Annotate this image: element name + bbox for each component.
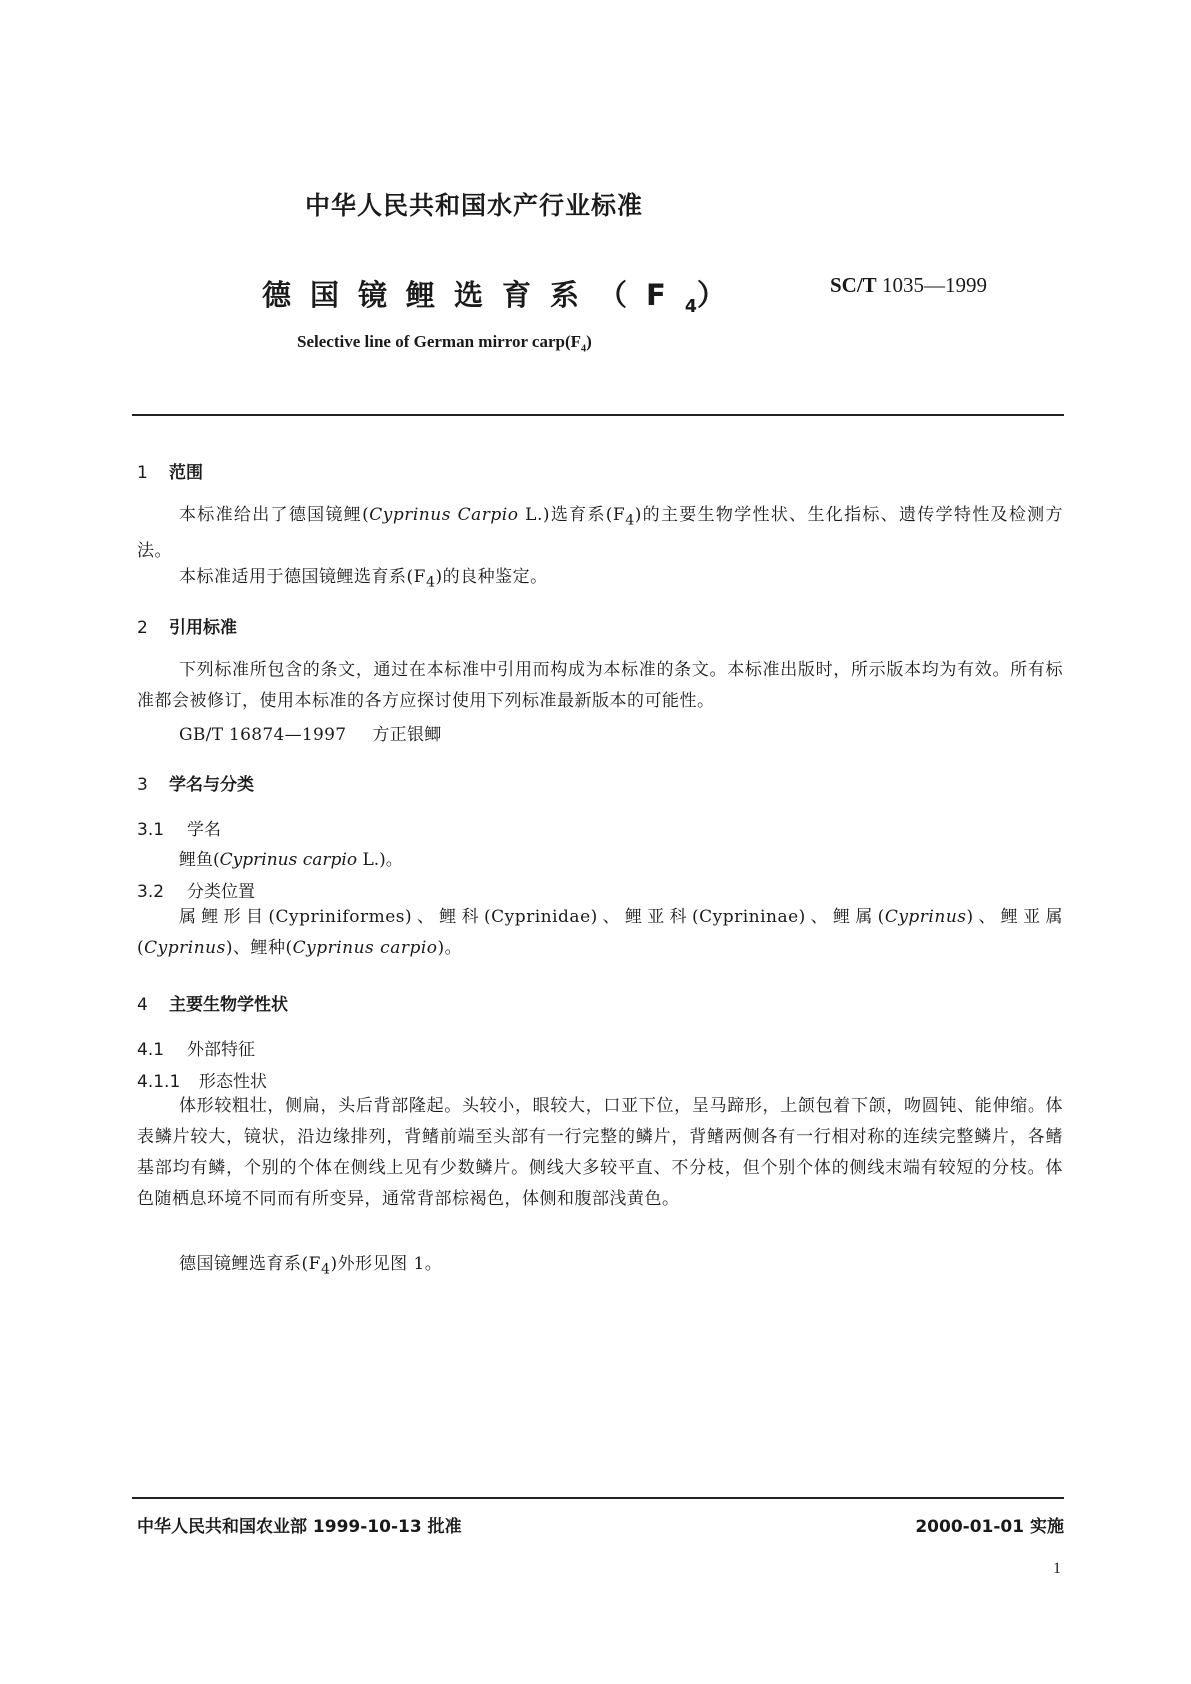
section-number: 1 <box>137 463 148 483</box>
scientific-name-line <box>179 845 403 870</box>
title-main: 德国镜鲤选育系（F <box>262 278 685 312</box>
italic-text: Cyprinus Carpio <box>369 505 519 525</box>
section-number: 4 <box>137 995 148 1015</box>
section-number: 3 <box>137 775 148 795</box>
footer-divider <box>132 1497 1064 1499</box>
subsection-3-2-heading <box>137 877 255 902</box>
issuing-authority: 中华人民共和国水产行业标准 <box>305 191 644 220</box>
italic-text: Cyprinus carpio <box>292 938 438 958</box>
section-title: 引用标准 <box>169 618 237 638</box>
subsection-3-1-heading <box>137 815 221 840</box>
text-run: 属鲤形目(Cypriniformes)、鲤科(Cyprinidae)、鲤亚科(Cyprininae)、鲤属( <box>179 907 885 927</box>
text-run: L.)选育系(F <box>518 505 626 525</box>
subsection-title: 外部特征 <box>187 1040 255 1060</box>
text-run: )的良种鉴定。 <box>435 567 548 587</box>
implementation-date: 2000-01-01 实施 <box>915 1517 1064 1537</box>
section-number: 2 <box>137 618 148 638</box>
section-1-paragraph-2 <box>137 562 1063 598</box>
morphology-paragraph: 体形较粗壮，侧扁，头后背部隆起。头较小，眼较大，口亚下位，呈马蹄形，上颌包着下颌，吻圆钝、能伸缩。体表鳞片较大，镜状，沿边缘排列，背鳍前端至头部有一行完整的鳞片，背鳍两侧各有一行相对称的连续完整鳞片，各鳍基部均有鳞，个别的个体在侧线上见有少数鳞片。侧线大多较平直、不分枝，但个别个体的侧线末端有较短的分枝。体色随栖息环境不同而有所变异，通常背部棕褐色，体侧和腹部浅黄色。 <box>137 1096 1063 1209</box>
standard-code <box>830 273 987 298</box>
text-run: )外形见图 1。 <box>330 1254 443 1274</box>
subscript: 4 <box>425 574 436 591</box>
section-2-paragraph-1: 下列标准所包含的条文，通过在本标准中引用而构成为本标准的条文。本标准出版时，所示版本均为有效。所有标准都会被修订，使用本标准的各方应探讨使用下列标准最新版本的可能性。 <box>137 660 1063 711</box>
subtitle-main: Selective line of German mirror carp(F <box>297 332 582 351</box>
header-divider <box>132 414 1064 416</box>
text-run: )。 <box>437 938 463 958</box>
text-run: 鲤鱼( <box>179 850 220 870</box>
subsection-number: 4.1.1 <box>137 1072 181 1092</box>
section-2-heading <box>137 613 237 638</box>
text-run: 德国镜鲤选育系(F <box>179 1254 321 1274</box>
text-run: )的主要生物学性状、生化指标、遗传学特性及检测方法。 <box>137 505 1063 562</box>
section-1-heading <box>137 458 203 483</box>
subscript: 4 <box>320 1261 331 1278</box>
standard-code-number: 1035—1999 <box>876 273 987 297</box>
subscript: 4 <box>625 512 635 529</box>
subsection-number: 4.1 <box>137 1040 165 1060</box>
italic-text: Cyprinus carpio <box>219 850 358 870</box>
reference-entry <box>179 720 468 745</box>
title-end: ） <box>696 278 745 312</box>
text-run: L.)。 <box>357 850 403 870</box>
section-4-heading <box>137 990 288 1015</box>
english-title <box>297 332 592 354</box>
subsection-number: 3.2 <box>137 882 165 902</box>
subsection-title: 形态性状 <box>199 1072 267 1092</box>
text-run: 本标准给出了德国镜鲤( <box>179 505 370 525</box>
section-title: 范围 <box>169 463 203 483</box>
subsection-title: 分类位置 <box>187 882 255 902</box>
subtitle-end: ) <box>586 332 592 351</box>
standard-code-prefix: SC/T <box>830 273 877 297</box>
section-1-paragraph-1 <box>137 500 1063 567</box>
approval-line: 中华人民共和国农业部 1999-10-13 批准 <box>137 1517 462 1537</box>
figure-reference-paragraph <box>137 1249 1063 1285</box>
subsection-4-1-heading <box>137 1035 255 1060</box>
title-subscript: 4 <box>684 296 697 317</box>
subsection-4-1-1-heading <box>137 1067 267 1092</box>
reference-code: GB/T 16874—1997 <box>179 725 347 745</box>
italic-text: Cyprinus <box>884 907 967 927</box>
section-3-heading <box>137 770 254 795</box>
text-run: )、鲤亚属( <box>137 907 1063 958</box>
section-title: 学名与分类 <box>169 775 254 795</box>
text-run: )、鲤种( <box>225 938 293 958</box>
text-run: 本标准适用于德国镜鲤选育系(F <box>179 567 426 587</box>
subtitle-subscript: 4 <box>581 343 587 355</box>
italic-text: Cyprinus <box>144 938 226 958</box>
subsection-number: 3.1 <box>137 820 165 840</box>
reference-name: 方正银鲫 <box>372 725 442 745</box>
subsection-title: 学名 <box>187 820 221 840</box>
document-title <box>262 273 745 317</box>
section-title: 主要生物学性状 <box>169 995 288 1015</box>
page-number: 1 <box>1053 1560 1061 1577</box>
classification-paragraph <box>137 902 1063 964</box>
